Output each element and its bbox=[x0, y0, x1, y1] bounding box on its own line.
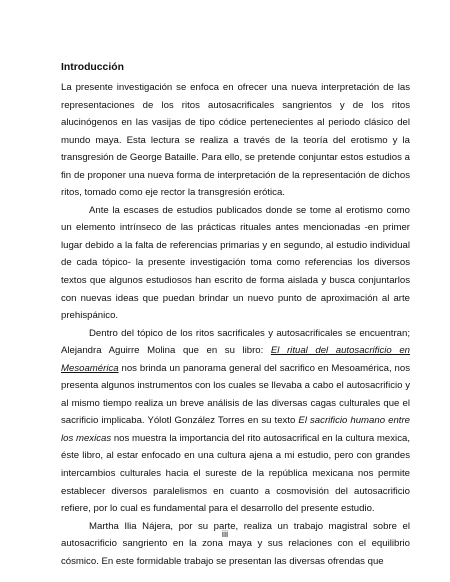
paragraph-2-text: Ante la escases de estudios publicados donde se tome al erotismo como un elemento intrínseco de las prácticas rituales antes mencionadas -en primer lugar debido a la falta de referencias primarias y en segundo, al estudio individual de cada tópico- la presente investigación toma como referencias los diversos textos que algunos estudiosos han escrito de forma aislada y busca conjuntarlos con nuevas ideas que puedan brindar un nuevo punto de aproximación al arte prehispánico. bbox=[61, 204, 410, 322]
paragraph-4-text: Martha Ilia Nájera, por su parte, realiza un trabajo magistral sobre el autosacrificio sangriento en la zona maya y sus relaciones con el equilibrio cósmico. En este formidable trabajo se presentan las diversas ofrendas que bbox=[61, 520, 410, 567]
paragraph-1 bbox=[61, 79, 410, 202]
section-heading: Introducción bbox=[61, 62, 124, 73]
paragraph-2 bbox=[61, 202, 410, 325]
book-title-autosacrificio: El ritual del autosacrificio en Mesoamérica bbox=[61, 345, 410, 374]
paragraph-4 bbox=[61, 518, 410, 571]
paragraph-3-text-c: nos muestra la importancia del rito autosacrifical en la cultura mexica, éste libro, al estar enfocado en una cultura ajena a mi estudio, pero con grandes intercambios culturales hacia el sureste de la república mexicana nos permite establecer diversos paralelismos en cuanto a cosmovisión del autosacrificio refiere, por lo cual es fundamental para el desarrollo del presente estudio. bbox=[61, 432, 410, 515]
paragraph-3-text-b: nos brinda un panorama general del sacrifico en Mesoamérica, nos presenta algunos instrumentos con los cuales se llevaba a cabo el autosacrificio y al mismo tiempo realiza un breve análisis de las diversas cagas culturales que el sacrificio implicaba. Yólotl González Torres en su texto bbox=[61, 362, 410, 427]
paragraph-1-text: La presente investigación se enfoca en ofrecer una nueva interpretación de las representaciones de los ritos autosacrificales sangrientos y de los ritos alucinógenos en las vasijas de tipo códice pertenecientes al periodo clásico del mundo maya. Esta lectura se realiza a través de la teoría del erotismo y la transgresión de George Bataille. Para ello, se pretende conjuntar estos estudios a fin de proponer una nueva forma de interpretación de la representación de dichos ritos, tomado como eje rector la transgresión erótica. bbox=[61, 82, 410, 199]
paragraph-3-text-a: Dentro del tópico de los ritos sacrificales y autosacrificales se encuentran; Alejandra Aguirre Molina que en su libro: bbox=[61, 327, 410, 357]
paragraph-3 bbox=[61, 325, 410, 518]
page-number: iii bbox=[221, 529, 229, 540]
page-body bbox=[61, 61, 410, 570]
book-title-sacrificio-humano: El sacrificio humano entre los mexicas bbox=[61, 415, 410, 444]
